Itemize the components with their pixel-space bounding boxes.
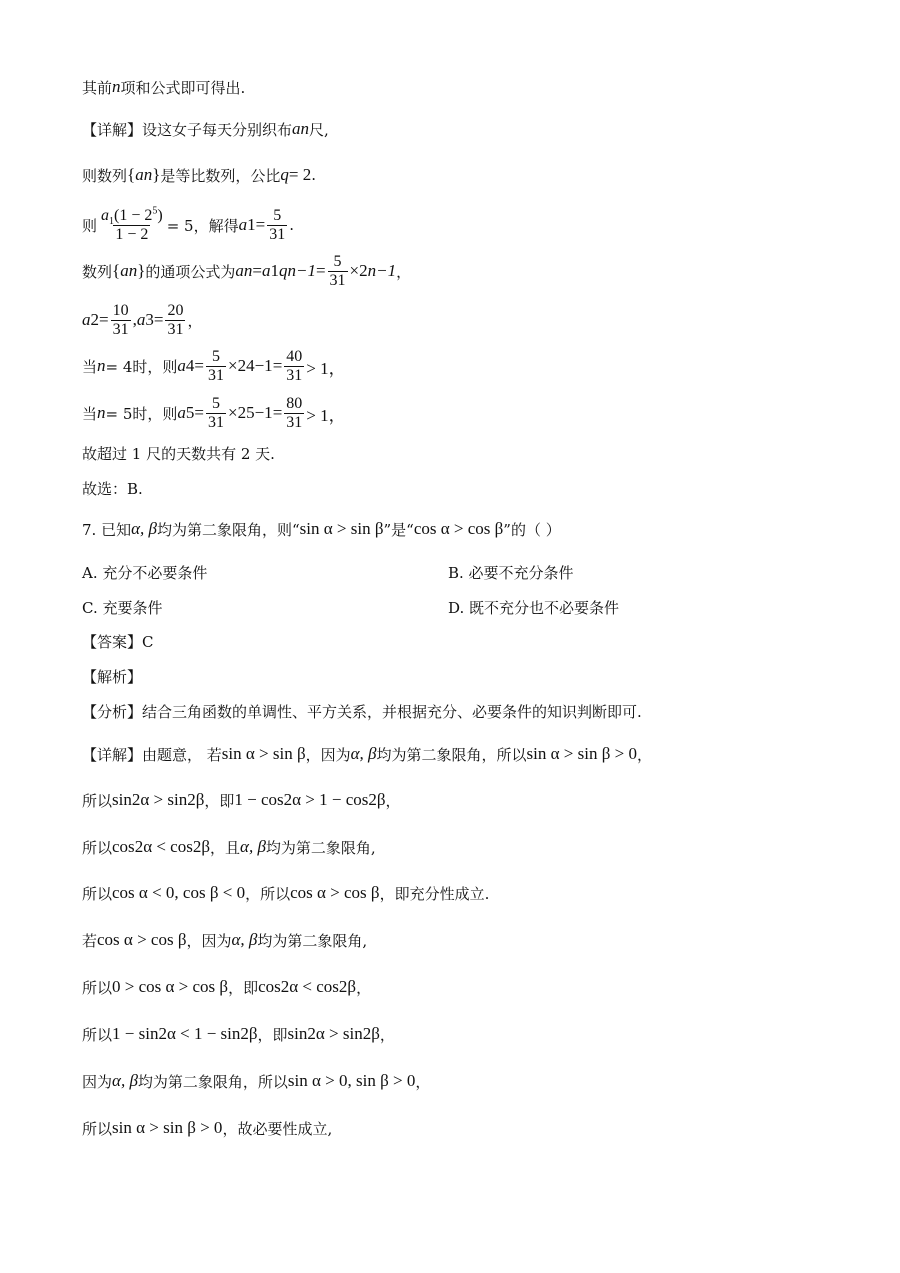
- text: 项和公式即可得出.: [120, 78, 246, 97]
- text: 其前: [82, 78, 113, 97]
- fraction: $\frac{a_1(1 - 2^5)}{1 - 2}$: [101, 205, 163, 243]
- analysis-summary: 【分析】结合三角函数的单调性、平方关系，并根据充分、必要条件的知识判断即可.: [82, 702, 642, 721]
- math: q: [280, 165, 289, 184]
- fraction: $\frac{5}{31}$: [269, 206, 286, 243]
- math: }: [152, 165, 161, 184]
- text-line: 则 $\frac{a_1(1 - 2^5)}{1 - 2}$ = 5，解得 a 1 = $\frac{5}{31}$ .: [82, 205, 294, 243]
- option-b: B. 必要不充分条件: [448, 564, 574, 582]
- question-7: 7. 已知 α, β 均为第二象限角，则“ sin α > sin β ”是“ cos α > cos β ”的（ ）: [82, 519, 561, 539]
- text-line: 故超过 1 尺的天数共有 2 天.: [82, 444, 275, 463]
- math: a: [292, 119, 301, 138]
- text-line: 所以 sin α > sin β > 0 ，故必要性成立,: [82, 1118, 333, 1138]
- text: 则数列: [82, 166, 128, 185]
- text-line: 则数列 { a n } 是等比数列，公比 q = 2 .: [82, 165, 316, 185]
- text-line: 当 n = 5时，则 a 5 = $\frac{5}{31}$ ×2 5−1 = $\frac{80}{31}$ > 1，: [82, 394, 346, 431]
- fraction: $\frac{5}{31}$: [208, 347, 224, 384]
- text: .: [311, 166, 316, 184]
- math: n: [112, 77, 121, 96]
- text-line: [82, 70, 245, 104]
- text-line: 所以 cos α < 0, cos β < 0 ，所以 cos α > cos β ，即充分性成立.: [82, 883, 490, 903]
- math: {: [127, 165, 136, 184]
- text: 的通项公式为: [145, 262, 236, 281]
- analysis-heading: 【解析】: [82, 667, 143, 686]
- text-line: 故选：B.: [82, 479, 143, 498]
- text: 数列: [82, 262, 113, 281]
- text: 【详解】设这女子每天分别织布: [82, 120, 293, 139]
- fraction: $\frac{80}{31}$: [286, 394, 303, 431]
- fraction: $\frac{5}{31}$: [208, 394, 224, 431]
- answer: 【答案】C: [82, 632, 154, 651]
- text: = 5，解得: [166, 216, 239, 235]
- fraction: $\frac{20}{31}$: [167, 301, 184, 338]
- text: 是等比数列，公比: [160, 166, 281, 185]
- text-line: 【详解】由题意， 若 sin α > sin β ，因为 α, β 均为第二象限角，所以 sin α > sin β > 0 ，: [82, 744, 652, 764]
- text-line: 若 cos α > cos β ，因为 α, β 均为第二象限角,: [82, 930, 368, 950]
- option-c: C. 充要条件: [82, 599, 163, 617]
- text-line: 所以 cos 2 α < cos 2 β ，且 α, β 均为第二象限角,: [82, 837, 376, 857]
- option-a: A. 充分不必要条件: [82, 564, 208, 582]
- text: 则: [82, 216, 98, 235]
- text-line: 因为 α, β 均为第二象限角，所以 sin α > 0, sin β > 0 ，: [82, 1071, 431, 1091]
- math: a: [135, 165, 144, 184]
- text-line: a 2 = $\frac{10}{31}$ , a 3 = $\frac{20}{31}$ ，: [82, 301, 203, 338]
- option-d: D. 既不充分也不必要条件: [448, 599, 620, 617]
- fraction: $\frac{40}{31}$: [286, 347, 303, 384]
- text-line: 数列 { a n } 的通项公式为 a n = a 1 q n−1 = $\frac{5}{31}$ ×2 n−1 ，: [82, 252, 412, 289]
- text-line: 【详解】设这女子每天分别织布 a n 尺,: [82, 119, 329, 139]
- math: a: [238, 215, 248, 234]
- text: .: [289, 216, 294, 234]
- text-line: 所以 sin 2 α > sin 2 β ，即 1 − cos 2 α > 1 − cos 2 β ，: [82, 790, 401, 810]
- fraction: $\frac{5}{31}$: [329, 252, 346, 289]
- text-line: 当 n = 4时，则 a 4 = $\frac{5}{31}$ ×2 4−1 = $\frac{40}{31}$ > 1，: [82, 347, 346, 384]
- text-line: 所以 0 > cos α > cos β ，即 cos 2 α < cos 2 β ，: [82, 977, 372, 997]
- math: =: [255, 215, 266, 234]
- math: = 2: [288, 165, 312, 184]
- text: 尺,: [309, 120, 329, 139]
- text-line: 所以 1 − sin 2 α < 1 − sin 2 β ，即 sin 2 α > sin 2 β ，: [82, 1024, 395, 1044]
- fraction: $\frac{10}{31}$: [112, 301, 129, 338]
